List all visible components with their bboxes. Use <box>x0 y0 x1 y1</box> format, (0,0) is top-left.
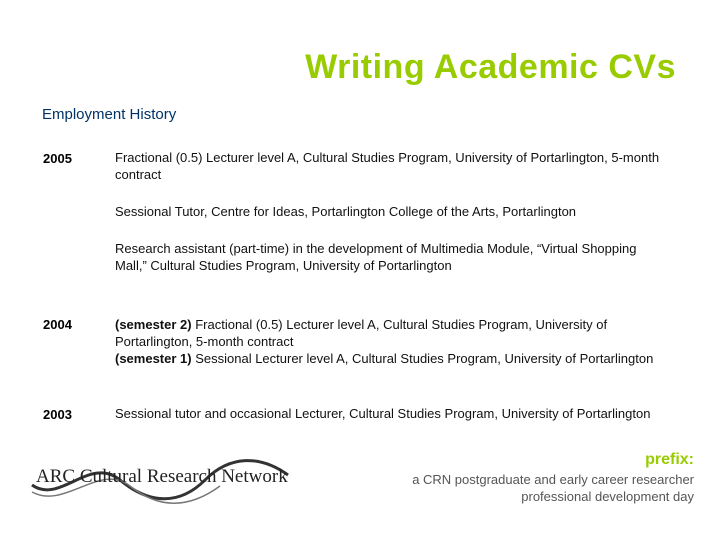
slide-title: Writing Academic CVs <box>305 48 676 86</box>
year-label: 2003 <box>43 407 72 422</box>
footer-prefix: prefix: <box>645 451 694 468</box>
employment-entry: Sessional Tutor, Centre for Ideas, Portarlington College of the Arts, Portarlington <box>115 204 577 219</box>
year-label: 2005 <box>43 151 72 166</box>
employment-entry <box>115 316 660 350</box>
employment-entry-group <box>115 316 660 367</box>
semester-label: (semester 2) <box>115 317 192 332</box>
semester-label: (semester 1) <box>115 351 192 366</box>
section-heading: Employment History <box>42 106 177 123</box>
employment-entry: Research assistant (part-time) in the development of Multimedia Module, “Virtual Shopping Mall,” Cultural Studies Program, University of Portarlington <box>115 241 637 273</box>
entry-text: Fractional (0.5) Lecturer level A, Cultural Studies Program, University of Portarlington, 5-month contract <box>115 317 608 349</box>
logo-text: ARC Cultural Research Network <box>36 466 288 487</box>
employment-entry: Fractional (0.5) Lecturer level A, Cultural Studies Program, University of Portarlington, 5-month contract <box>115 150 660 182</box>
footer-line-2: professional development day <box>521 489 694 504</box>
arc-crn-logo <box>30 450 290 510</box>
footer-line-1: a CRN postgraduate and early career researcher <box>412 472 694 487</box>
employment-entry <box>115 350 660 367</box>
employment-entry: Sessional tutor and occasional Lecturer, Cultural Studies Program, University of Portarlington <box>115 406 651 421</box>
entry-text: Sessional Lecturer level A, Cultural Studies Program, University of Portarlington <box>191 351 654 366</box>
year-label: 2004 <box>43 317 72 332</box>
